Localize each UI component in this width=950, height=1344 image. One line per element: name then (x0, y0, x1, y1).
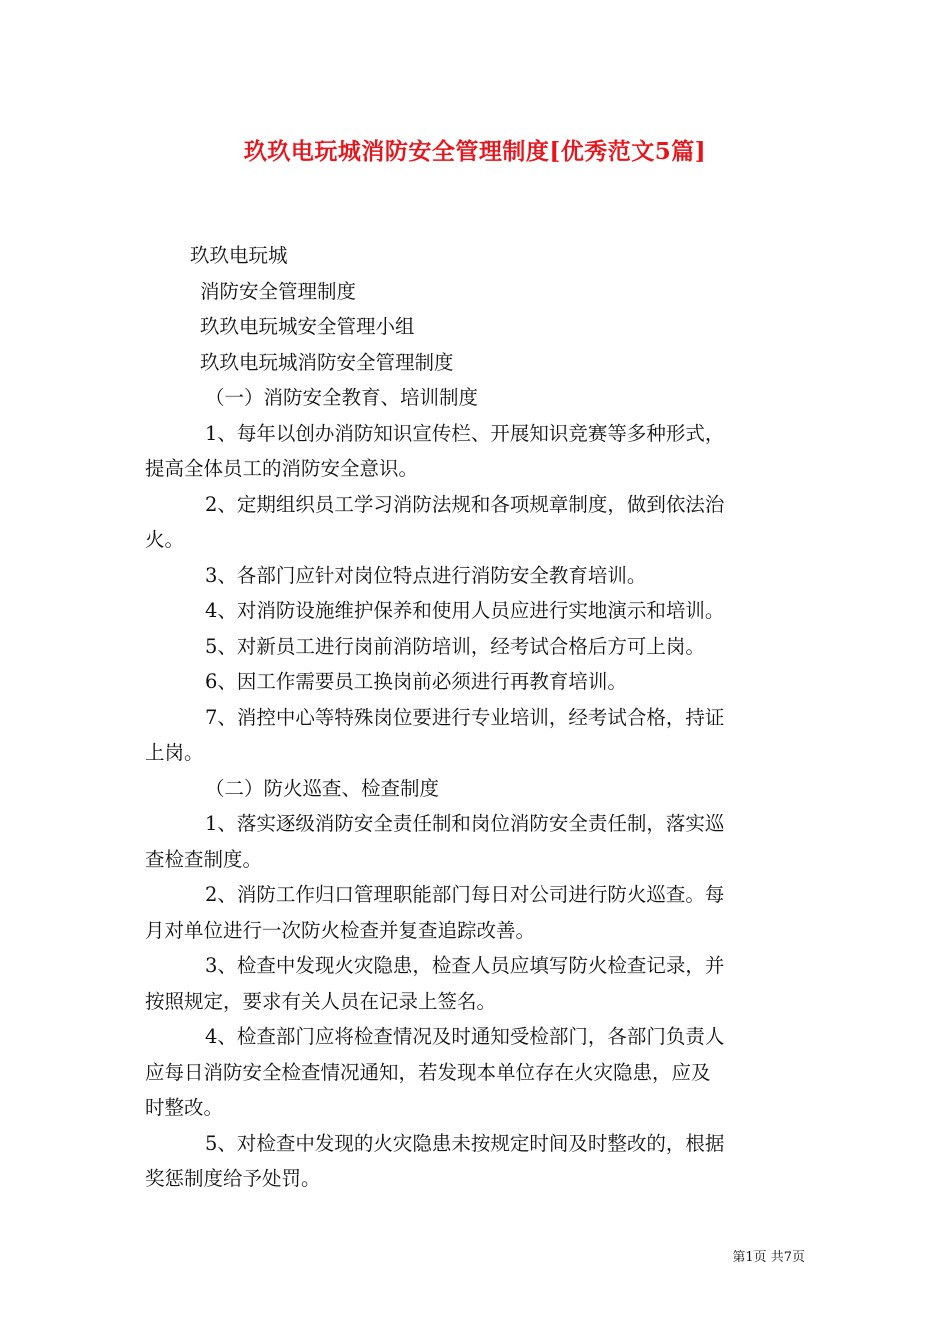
document-title: 玖玖电玩城消防安全管理制度[优秀范文5篇] (243, 138, 707, 165)
paragraph-line: 提高全体员工的消防安全意识。 (145, 457, 419, 480)
paragraph-line: 奖惩制度给予处罚。 (145, 1167, 321, 1190)
document-body (145, 238, 805, 1197)
paragraph-line: 1、落实逐级消防安全责任制和岗位消防安全责任制，落实巡 (205, 812, 725, 835)
paragraph-line: 2、消防工作归口管理职能部门每日对公司进行防火巡查。每 (205, 883, 725, 906)
paragraph-regulation-name: 玖玖电玩城消防安全管理制度 (200, 350, 454, 374)
paragraph-line: 6、因工作需要员工换岗前必须进行再教育培训。 (205, 670, 627, 693)
paragraph-line: 4、对消防设施维护保养和使用人员应进行实地演示和培训。 (205, 599, 725, 622)
paragraph-line: 查检查制度。 (145, 847, 263, 871)
paragraph-line: 时整改。 (145, 1096, 224, 1119)
paragraph-line: 上岗。 (145, 741, 204, 764)
paragraph-line: 3、各部门应针对岗位特点进行消防安全教育培训。 (205, 563, 647, 587)
paragraph-line: 1、每年以创办消防知识宣传栏、开展知识竞赛等多种形式， (205, 421, 725, 445)
paragraph-line: 3、检查中发现火灾隐患，检查人员应填写防火检查记录，并 (205, 954, 725, 977)
paragraph-org-name: 玖玖电玩城 (190, 244, 288, 267)
paragraph-line: 按照规定，要求有关人员在记录上签名。 (145, 989, 497, 1013)
page-number: 第1页 共7页 (732, 1250, 805, 1265)
paragraph-line: 7、消控中心等特殊岗位要进行专业培训，经考试合格，持证 (205, 705, 725, 729)
paragraph-line: 月对单位进行一次防火检查并复查追踪改善。 (145, 918, 536, 942)
paragraph-line: 4、检查部门应将检查情况及时通知受检部门，各部门负责人 (205, 1025, 725, 1048)
paragraph-group-name: 玖玖电玩城安全管理小组 (200, 315, 415, 338)
paragraph-doc-name: 消防安全管理制度 (200, 279, 357, 303)
paragraph-line: 2、定期组织员工学习消防法规和各项规章制度，做到依法治 (205, 492, 725, 516)
paragraph-line: 5、对检查中发现的火灾隐患未按规定时间及时整改的，根据 (205, 1131, 725, 1155)
paragraph-line: 应每日消防安全检查情况通知，若发现本单位存在火灾隐患，应及 (145, 1060, 711, 1084)
section-heading-2: （二）防火巡查、检查制度 (205, 776, 440, 800)
section-heading-1: （一）消防安全教育、培训制度 (205, 386, 479, 409)
paragraph-line: 5、对新员工进行岗前消防培训，经考试合格后方可上岗。 (205, 634, 705, 658)
paragraph-line: 火。 (145, 528, 185, 551)
